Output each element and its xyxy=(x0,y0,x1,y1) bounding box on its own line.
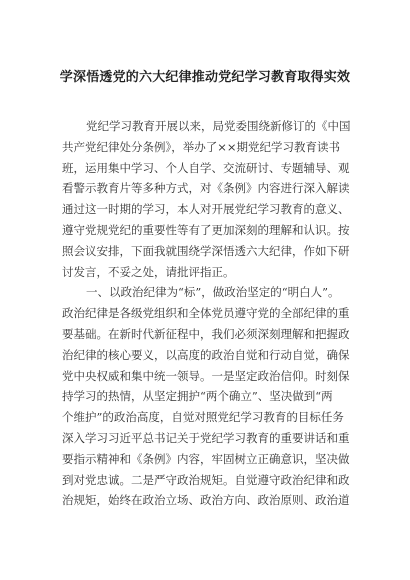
paragraph-line: 看警示教育片等多种方式，对《条例》内容进行深入解读 xyxy=(62,181,350,196)
paragraph-line: 讨发言，不妥之处，请批评指正。 xyxy=(62,264,235,279)
paragraph-line: 遵守党规党纪的重要性等有了更加深刻的理解和认识。按 xyxy=(62,222,350,237)
paragraph-line: 通过这一时期的学习，本人对开展党纪学习教育的意义、 xyxy=(62,202,350,217)
paragraph-line: 治规矩，始终在政治立场、政治方向、政治原则、政治道 xyxy=(62,493,350,508)
paragraph-line: 共产党纪律处分条例》，举办了××期党纪学习教育读书 xyxy=(62,139,341,154)
paragraph-line: 持学习的热情，从坚定拥护“两个确立”、坚决做到“两 xyxy=(62,389,333,404)
paragraph-line: 深入学习习近平总书记关于党纪学习教育的重要讲话和重 xyxy=(62,430,350,445)
paragraph-line: 党中央权威和集中统一领导。一是坚定政治信仰。时刻保 xyxy=(62,368,350,383)
document-title: 学深悟透党的六大纪律推动党纪学习教育取得实效 xyxy=(59,70,351,85)
paragraph-line: 治纪律的核心要义，以高度的政治自觉和行动自觉，确保 xyxy=(62,347,350,362)
paragraph-line: 到对党忠诚。二是严守政治规矩。自觉遵守政治纪律和政 xyxy=(62,472,350,487)
paragraph-line: 个维护”的政治高度，自觉对照党纪学习教育的目标任务 xyxy=(62,410,344,425)
paragraph-line: 政治纪律是各级党组织和全体党员遵守党的全部纪律的重 xyxy=(62,306,350,321)
paragraph-line: 要指示精神和《条例》内容，牢固树立正确意识，坚决做 xyxy=(62,451,350,466)
section-heading-line: 一、以政治纪律为“标”，做政治坚定的“明白人”。 xyxy=(86,285,340,300)
paragraph-line: 党纪学习教育开展以来，局党委围绕新修订的《中国 xyxy=(86,119,351,133)
paragraph-line: 要基础。在新时代新征程中，我们必须深刻理解和把握政 xyxy=(62,326,350,341)
paragraph-line: 班，运用集中学习、个人自学、交流研讨、专题辅导、观 xyxy=(62,160,350,175)
paragraph-line: 照会议安排，下面我就围绕学深悟透六大纪律，作如下研 xyxy=(62,243,350,258)
document-body xyxy=(62,116,352,511)
